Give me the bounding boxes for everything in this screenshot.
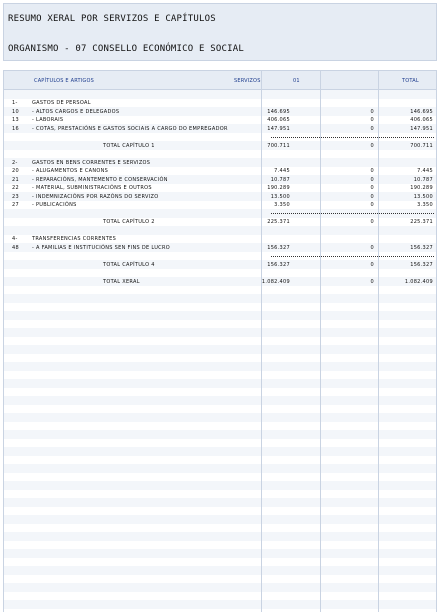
organism-title: ORGANISMO - 07 CONSELLO ECONÓMICO E SOCIAL xyxy=(8,44,244,54)
article-name: - A FAMILIAS E INSTITUCIÓNS SEN FINS DE LUCRO xyxy=(32,244,170,251)
empty-row xyxy=(3,558,437,567)
total-amount: 156.327 xyxy=(410,261,433,268)
other-amount: 0 xyxy=(370,108,374,115)
column-divider xyxy=(378,70,379,612)
other-amount: 0 xyxy=(370,278,374,285)
table-row xyxy=(3,90,437,99)
table-row xyxy=(3,175,437,184)
column-divider xyxy=(3,70,4,612)
chapter-name: TRANSFERENCIAS CORRENTES xyxy=(32,236,117,242)
article-name: - COTAS, PRESTACIÓNS E GASTOS SOCIAIS A CARGO DO EMPREGADOR xyxy=(32,125,228,132)
empty-row xyxy=(3,388,437,397)
empty-row xyxy=(3,575,437,584)
article-name: - ALTOS CARGOS E DELEGADOS xyxy=(32,108,120,115)
chapter-code: 1- xyxy=(12,100,18,106)
chapter-name: GASTOS EN BENS CORRENTES E SERVIZOS xyxy=(32,159,151,166)
table-row xyxy=(3,107,437,116)
table-row xyxy=(3,277,437,286)
service-01-amount: 3.350 xyxy=(274,202,290,208)
article-code: 27 xyxy=(12,202,19,208)
empty-row xyxy=(3,405,437,414)
other-amount: 0 xyxy=(370,261,374,268)
empty-row xyxy=(3,447,437,456)
table-row xyxy=(3,116,437,125)
total-amount: 406.065 xyxy=(410,117,433,123)
total-amount: 7.445 xyxy=(417,168,433,174)
service-01-amount: 7.445 xyxy=(274,168,290,174)
table-row xyxy=(3,158,437,167)
article-code: 10 xyxy=(12,108,19,115)
empty-row xyxy=(3,303,437,312)
total-label: TOTAL CAPÍTULO 4 xyxy=(103,261,155,268)
column-divider xyxy=(436,70,437,612)
empty-row xyxy=(3,320,437,329)
other-amount: 0 xyxy=(370,117,374,123)
header-capitulos: CAPÍTULOS E ARTIGOS xyxy=(34,78,95,84)
service-01-amount: 156.327 xyxy=(267,261,290,268)
empty-row xyxy=(3,464,437,473)
empty-row xyxy=(3,354,437,363)
service-01-amount: 190.289 xyxy=(267,185,290,191)
empty-row xyxy=(3,592,437,601)
service-01-amount: 1.082.409 xyxy=(261,278,290,285)
column-header-row xyxy=(3,70,437,90)
table-row xyxy=(3,243,437,252)
article-code: 20 xyxy=(12,168,19,174)
article-name: - PUBLICACIÓNS xyxy=(32,202,77,208)
table-row xyxy=(3,209,437,218)
table-row xyxy=(3,124,437,133)
article-name: - ALUGAMENTOS E CANONS xyxy=(32,168,109,174)
column-divider xyxy=(320,70,321,612)
table-row xyxy=(3,235,437,244)
empty-row xyxy=(3,362,437,371)
table-row xyxy=(3,260,437,269)
empty-row xyxy=(3,524,437,533)
empty-row xyxy=(3,294,437,303)
service-01-amount: 13.500 xyxy=(270,193,290,200)
empty-row xyxy=(3,515,437,524)
header-servizos: SERVIZOS xyxy=(234,78,261,84)
empty-row xyxy=(3,549,437,558)
total-amount: 225.371 xyxy=(410,219,433,225)
article-code: 16 xyxy=(12,125,19,132)
total-amount: 190.289 xyxy=(410,185,433,191)
article-name: - MATERIAL, SUBMINISTRACIÓNS E OUTROS xyxy=(32,185,152,191)
article-code: 23 xyxy=(12,193,19,200)
total-amount: 156.327 xyxy=(410,244,433,251)
empty-row xyxy=(3,583,437,592)
empty-row xyxy=(3,566,437,575)
subtotal-separator xyxy=(271,213,434,214)
service-01-amount: 147.951 xyxy=(267,125,290,132)
empty-row xyxy=(3,413,437,422)
article-code: 21 xyxy=(12,176,19,183)
total-label: TOTAL CAPÍTULO 2 xyxy=(103,219,155,225)
table-row xyxy=(3,167,437,176)
article-code: 48 xyxy=(12,244,19,251)
total-label: TOTAL XERAL xyxy=(103,278,140,285)
report-header xyxy=(3,3,437,61)
other-amount: 0 xyxy=(370,185,374,191)
column-divider xyxy=(261,70,262,612)
other-amount: 0 xyxy=(370,176,374,183)
total-amount: 1.082.409 xyxy=(404,278,433,285)
empty-row xyxy=(3,371,437,380)
empty-row xyxy=(3,532,437,541)
article-name: - INDEMNIZACIÓNS POR RAZÓNS DO SERVIZO xyxy=(32,193,159,200)
subtotal-separator xyxy=(271,137,434,138)
header-total: TOTAL xyxy=(402,78,419,84)
empty-row xyxy=(3,337,437,346)
service-01-amount: 225.371 xyxy=(267,219,290,225)
table-row xyxy=(3,226,437,235)
service-01-amount: 156.327 xyxy=(267,244,290,251)
empty-row xyxy=(3,600,437,609)
empty-row xyxy=(3,345,437,354)
chapter-code: 4- xyxy=(12,236,18,242)
other-amount: 0 xyxy=(370,244,374,251)
other-amount: 0 xyxy=(370,125,374,132)
service-01-amount: 700.711 xyxy=(267,142,290,149)
table-row xyxy=(3,133,437,142)
table-row xyxy=(3,99,437,108)
table-row xyxy=(3,141,437,150)
other-amount: 0 xyxy=(370,142,374,149)
summary-table xyxy=(3,70,437,612)
header-service-01: 01 xyxy=(293,78,300,84)
other-amount: 0 xyxy=(370,193,374,200)
empty-row xyxy=(3,490,437,499)
article-name: - LABORAIS xyxy=(32,117,64,123)
empty-row xyxy=(3,286,437,295)
article-code: 13 xyxy=(12,117,19,123)
empty-row xyxy=(3,473,437,482)
other-amount: 0 xyxy=(370,168,374,174)
total-amount: 146.695 xyxy=(410,108,433,115)
empty-row xyxy=(3,498,437,507)
report-title: RESUMO XERAL POR SERVIZOS E CAPÍTULOS xyxy=(8,14,216,24)
total-label: TOTAL CAPÍTULO 1 xyxy=(103,142,155,149)
empty-row xyxy=(3,422,437,431)
total-amount: 13.500 xyxy=(413,193,433,200)
total-amount: 10.787 xyxy=(413,176,433,183)
empty-row xyxy=(3,507,437,516)
service-01-amount: 406.065 xyxy=(267,117,290,123)
empty-row xyxy=(3,456,437,465)
chapter-name: GASTOS DE PERSOAL xyxy=(32,100,91,106)
service-01-amount: 146.695 xyxy=(267,108,290,115)
table-row xyxy=(3,252,437,261)
table-row xyxy=(3,201,437,210)
table-row xyxy=(3,192,437,201)
empty-row xyxy=(3,328,437,337)
total-amount: 700.711 xyxy=(410,142,433,149)
total-amount: 147.951 xyxy=(410,125,433,132)
table-row xyxy=(3,184,437,193)
empty-row xyxy=(3,439,437,448)
table-row xyxy=(3,150,437,159)
empty-row xyxy=(3,430,437,439)
table-row xyxy=(3,218,437,227)
other-amount: 0 xyxy=(370,219,374,225)
service-01-amount: 10.787 xyxy=(270,176,290,183)
table-row xyxy=(3,269,437,278)
chapter-code: 2- xyxy=(12,159,18,166)
empty-row xyxy=(3,541,437,550)
empty-row xyxy=(3,396,437,405)
article-code: 22 xyxy=(12,185,19,191)
empty-row xyxy=(3,311,437,320)
total-amount: 3.350 xyxy=(417,202,433,208)
empty-row xyxy=(3,379,437,388)
empty-row xyxy=(3,481,437,490)
subtotal-separator xyxy=(271,256,434,257)
other-amount: 0 xyxy=(370,202,374,208)
article-name: - REPARACIÓNS, MANTEMENTO E CONSERVACIÓN xyxy=(32,176,168,183)
table-body xyxy=(3,90,437,609)
